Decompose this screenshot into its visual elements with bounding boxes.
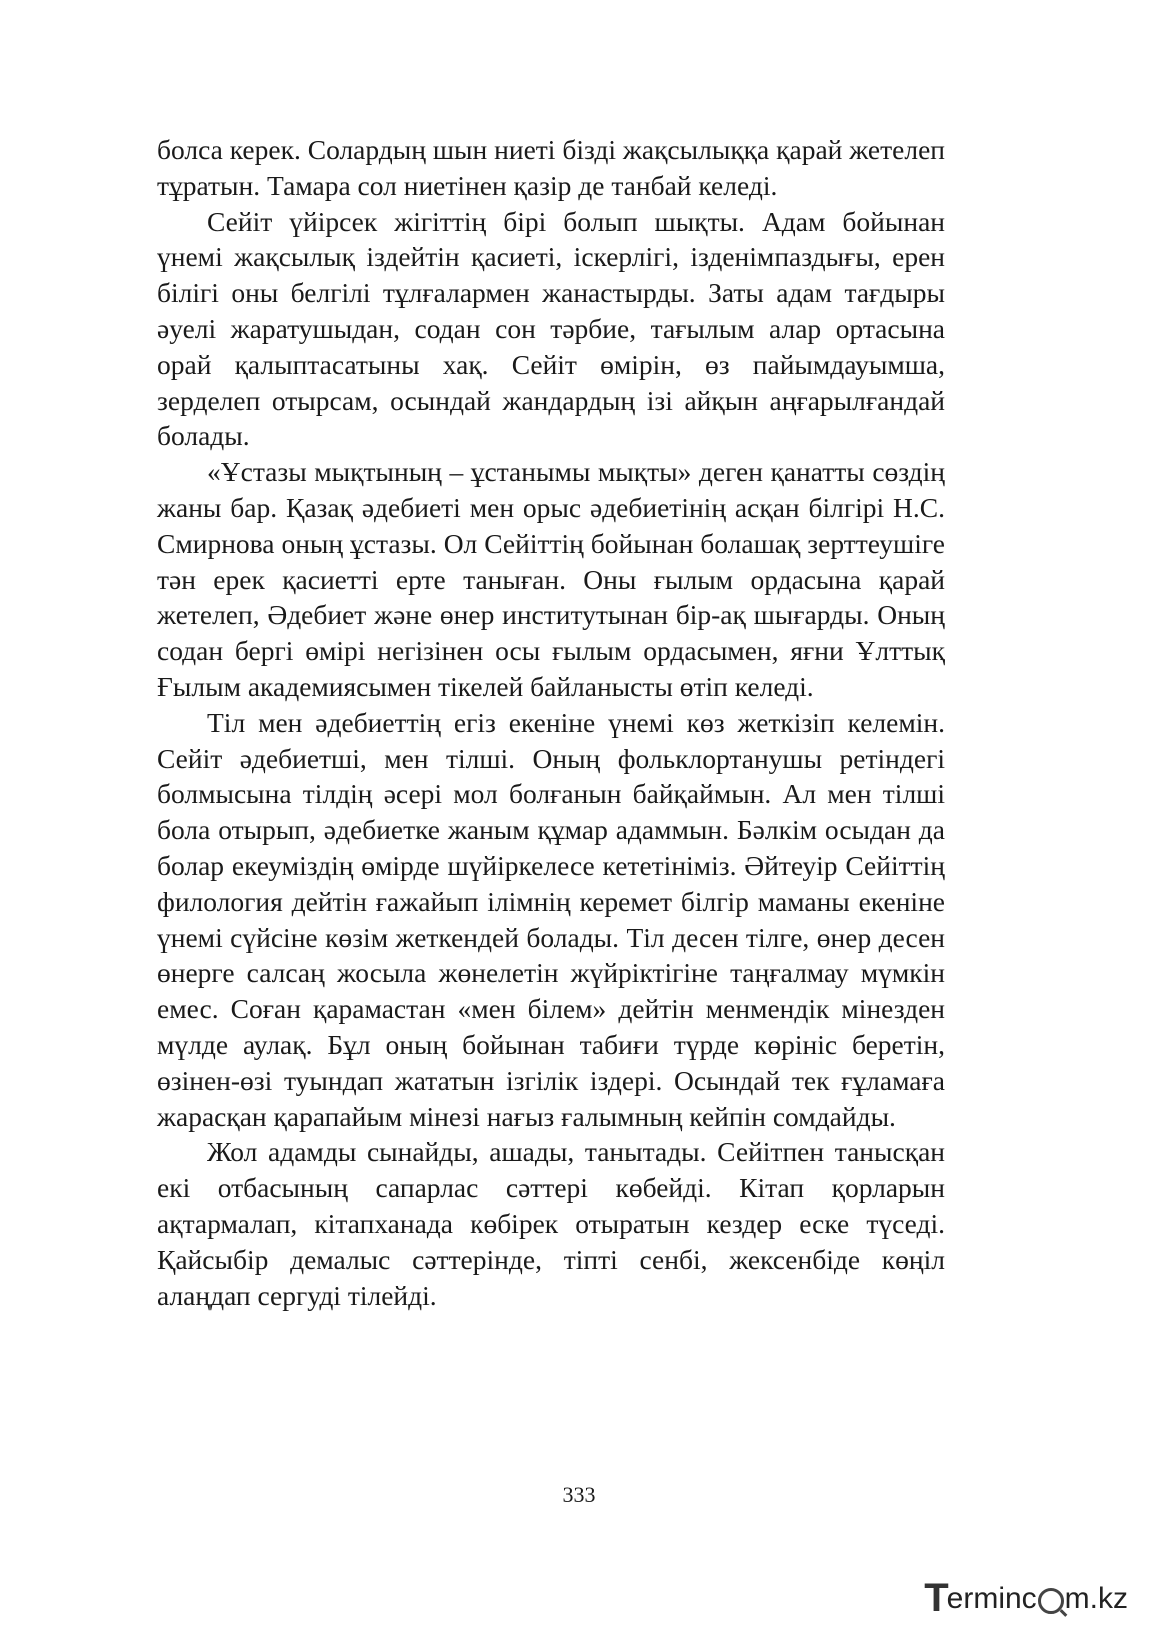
magnifier-icon (1038, 1588, 1064, 1614)
page-number: 333 (562, 1482, 596, 1507)
site-watermark-logo (924, 1576, 1128, 1621)
paragraph-2: Сейіт үйірсек жігіттің бірі болып шықты. Адам бойынан үнемі жақсылық іздейтін қасиеті, іскерлігі, ізденімпаздығы, ерен білігі оны белгілі тұлғалармен жанастырды. Заты адам тағдыры әуелі жаратушыдан, содан сон тәрбие, тағылым алар ортасына орай қалыптасатыны хақ. Сейіт өмірін, өз пайымдауымша, зерделеп отырсам, осындай жандардың ізі айқын аңғарылғандай болады. (157, 205, 945, 452)
watermark-t: T (924, 1576, 949, 1620)
watermark-text-start: erminc (946, 1581, 1037, 1615)
watermark-text-end: m.kz (1064, 1581, 1128, 1615)
paragraph-3: «Ұстазы мықтының – ұстанымы мықты» деген қанатты сөздің жаны бар. Қазақ әдебиеті мен орыс әдебиетінің асқан білгірі Н.С. Смирнова оның ұстазы. Ол Сейіттің бойынан болашақ зерттеушіге тән ерек қасиетті ерте таныған. Оны ғылым ордасына қарай жетелеп, Әдебиет және өнер институтынан бір-ақ шығарды. Оның содан бергі өмірі негізінен осы ғылым ордасымен, яғни Ұлттық Ғылым академиясымен тікелей байланысты өтіп келеді. (157, 456, 945, 702)
paragraph-5: Жол адамды сынайды, ашады, танытады. Сейітпен танысқан екі отбасының сапарлас сәттері көбейді. Кітап қорларын ақтармалап, кітапханада көбірек отыратын кездер еске түседі. Қайсыбір демалыс сәттерінде, тіпті сенбі, жексенбіде көңіл алаңдап сергуді тілейді. (157, 1136, 945, 1311)
paragraph-1: болса керек. Солардың шын ниеті бізді жақсылыққа қарай жетелеп тұратын. Тамара сол ниетінен қазір де танбай келеді. (157, 134, 945, 201)
body-text (157, 132, 945, 1313)
paragraph-4: Тіл мен әдебиеттің егіз екеніне үнемі көз жеткізіп келемін. Сейіт әдебиетші, мен тілші. Оның фольклортанушы ретіндегі болмысына тілдің әсері мол болғанын байқаймын. Ал мен тілші бола отырып, әдебиетке жаным құмар адаммын. Бәлкім осыдан да болар екеуміздің өмірде шүйіркелесе кететініміз. Әйтеуір Сейіттің филология дейтін ғажайып ілімнің керемет білгір маманы екеніне үнемі сүйсіне көзім жеткендей болады. Тіл десен тілге, өнер десен өнерге салсаң жосыла жөнелетін жүйріктігіне таңғалмау мүмкін емес. Соған қарамастан «мен білем» дейтін менмендік мінезден мүлде аулақ. Бұл оның бойынан табиғи түрде көрініс беретін, өзінен-өзі туындап жататын ізгілік іздері. Осындай тек ғұламаға жарасқан қарапайым мінезі нағыз ғалымның кейпін сомдайды. (157, 706, 945, 1132)
